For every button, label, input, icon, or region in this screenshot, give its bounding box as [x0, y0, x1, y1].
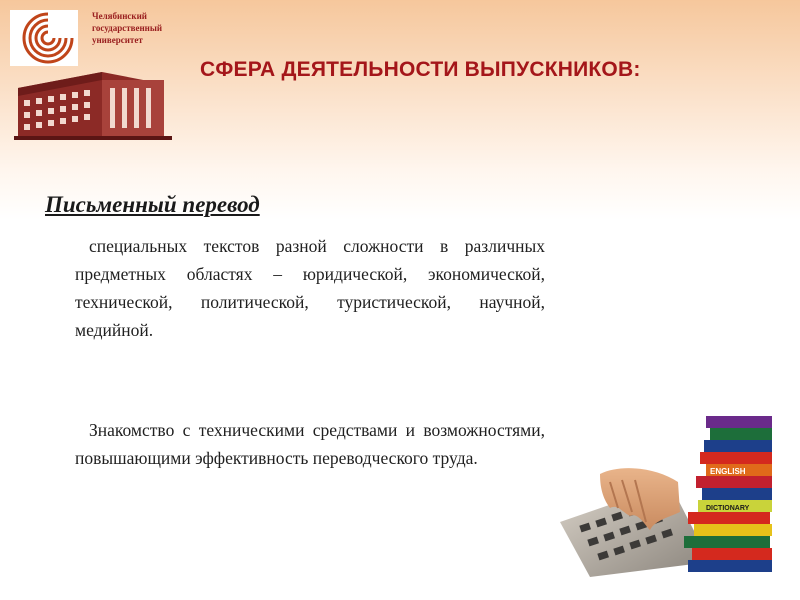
university-building-image	[14, 54, 174, 142]
book-label-english: ENGLISH	[710, 467, 746, 476]
paragraph-technical-means: Знакомство с техническими средствами и возможностями, повышающими эффективность переводческого труда.	[75, 420, 545, 468]
university-name: Челябинский государственный университет	[92, 11, 163, 45]
keyboard-and-books-image	[560, 412, 775, 577]
paragraph-specialized-texts: специальных текстов разной сложности в различных предметных областях – юридической, экономической, технической, политической, туристической, научной, медийной.	[75, 236, 545, 340]
section-heading: Письменный перевод	[45, 192, 260, 217]
slide-title: СФЕРА ДЕЯТЕЛЬНОСТИ ВЫПУСКНИКОВ:	[200, 58, 641, 81]
books-stack-icon	[684, 416, 772, 572]
book-label-dictionary: DICTIONARY	[706, 505, 750, 512]
